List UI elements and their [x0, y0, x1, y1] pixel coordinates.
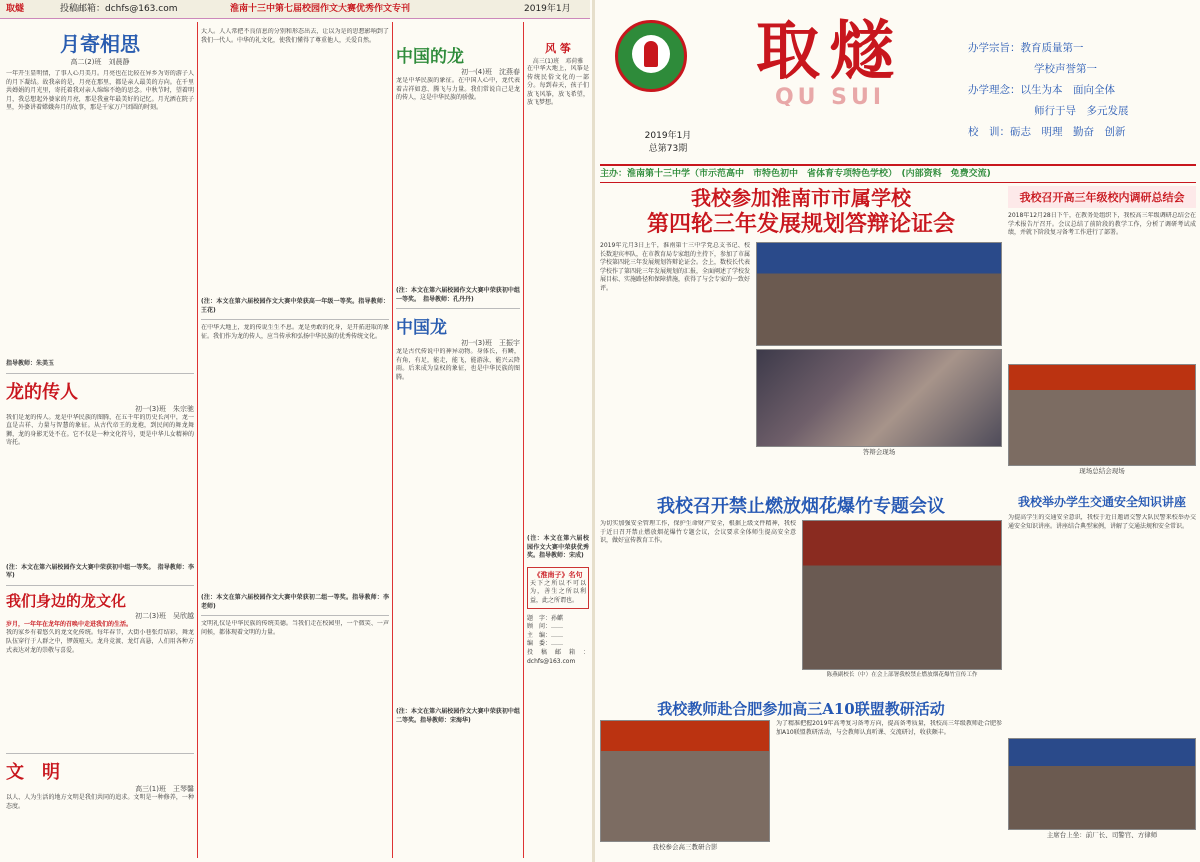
masthead-pinyin: QU SUI	[774, 85, 886, 106]
article-byline: 高三(1)班 王琴馨	[135, 785, 194, 794]
article-intro: 岁月，一年年在龙年的召唤中走进我们的生活。	[6, 620, 133, 628]
article-footer: (注：本文在第六届校园作文大赛中荣获优秀奖。指导教师：宋成)	[527, 535, 589, 560]
column-4	[527, 22, 589, 858]
issue-date: 2019年1月	[644, 131, 692, 141]
photo	[756, 349, 1002, 447]
photo	[1008, 364, 1196, 466]
article-title: 中国的龙	[396, 47, 464, 67]
article-body: 文明礼仪是中华民族的传统美德。当我们走在校园里，一个微笑、一声问候，都体现着文明的力量。	[201, 620, 389, 636]
article-body: 一年开生显明情，了事人心月美月。月亮也在比较在异乡为寄的游子人的月下凝结。故我亲的是，月亮在那里，都是亲人最美的方向。在千里共婵娟的月光里，寄托着我对亲人绵绵不绝的思念。中秋节时，望着明月，我总想起外婆家的月亮，那是我童年最美好的记忆。月光洒在院子里，外婆讲着嫦娥奔月的故事，那是千家万户团圆的时刻。	[6, 70, 194, 112]
staff-list	[527, 615, 589, 667]
photo-caption: 主席台上坐：前厂长、司警官、方律师	[1046, 831, 1158, 839]
column-2	[201, 22, 389, 858]
staff-row: 投稿邮箱：dchfs@163.com	[527, 648, 589, 665]
lead-headline-2: 第四轮三年发展规划答辩论证会	[646, 211, 955, 237]
masthead	[700, 16, 960, 106]
staff-row: 题 字：孙麒	[527, 614, 564, 622]
column-3	[396, 22, 520, 858]
photo	[600, 720, 770, 842]
top-bar-tag: 取燧	[6, 4, 25, 14]
a10-body: 为了精准把握2019年高考复习备考方向，提高备考质量，我校高三年级教师赴合肥参加A10联盟教研活动，与会教师认真听课、交流研讨，收获颇丰。	[776, 720, 1002, 736]
staff-row: 主 编：……	[527, 631, 564, 639]
motto-row: 办学理念：以生为本 面向全体	[968, 84, 1115, 96]
sponsor-line: 主办：淮南第十三中学（市示范高中 市特色初中 省体育专项特色学校） (内部资料 免费交流)	[600, 164, 1196, 183]
article-byline: 高二(2)班 刘晨静	[70, 58, 130, 66]
motto-row: 学校声誉第一	[1034, 63, 1097, 75]
issue-info	[608, 128, 728, 162]
article-body: 在中华大地上，龙的传说生生不息。龙是勇敢的化身，是开拓进取的象征。我们作为龙的传人，应当传承和弘扬中华民族的优秀传统文化。	[201, 324, 389, 340]
lead-article	[600, 186, 1002, 486]
article-footer: (注：本文在第六届校园作文大赛中荣获高一年级一等奖。指导教师：王花)	[201, 298, 389, 314]
article-body: 我们是龙的传人。龙是中华民族的图腾，在五千年的历史长河中，龙一直是吉祥、力量与智慧的象征。从古代帝王的龙袍，到民间的舞龙舞狮，龙的身影无处不在。它不仅是一种文化符号，更是中华儿女精神的寄托。	[6, 413, 194, 447]
article-footer: (注：本文在第六届校园作文大赛中荣获初中组一等奖。 指导教师：李军)	[6, 563, 194, 580]
top-bar-date: 2019年1月	[524, 4, 571, 14]
column-1	[6, 22, 194, 858]
masthead-title: 取燧	[756, 16, 904, 89]
article-title: 风 筝	[545, 42, 571, 55]
photo-caption: 我校参会高三教研合影	[652, 843, 718, 851]
photo	[802, 520, 1002, 670]
right-story-headline: 我校召开高三年级校内调研总结会	[1008, 186, 1196, 208]
article-body: 以人、人为生活的地方文明是我们共同的追求。文明是一种修养，一种态度。	[6, 794, 194, 810]
article-body: 龙是中华民族的象征。在中国人心中，龙代表着吉祥如意、腾飞与力量。我们常说自己是龙的传人，这是中华民族的骄傲。	[396, 77, 520, 102]
a10-headline: 我校教师赴合肥参加高三A10联盟教研活动	[657, 700, 945, 718]
issue-number: 总第73期	[648, 144, 688, 154]
article-body: 龙是古代传说中的神异动物。身体长，有鳞，有角，有足，能走，能飞，能游泳，能兴云降雨。后来成为皇权的象征，也是中华民族的图腾。	[396, 348, 520, 381]
photo-caption: 现场总结会现场	[1079, 467, 1125, 475]
article-footer: (注：本文在第六届校园作文大赛中荣获初中组二等奖。指导教师：宋海华)	[396, 708, 520, 724]
article-footer: (注：本文在第六届校园作文大赛中荣获初二组一等奖。指导教师：李老师)	[201, 594, 389, 610]
fireworks-headline: 我校召开禁止燃放烟花爆竹专题会议	[657, 496, 945, 517]
lead-body: 2019年元月3日上午，淮南第十三中学党总支书记、校长数迎宾率队，在市教育局专家组的主持下，参加了市属学校第四轮三年发展规划答辩论证会。会上，数校长代表学校作了第四轮三年发展规划的汇报，全面阐述了学校发展目标、实施路径和保障措施，获得了与会专家的一致好评。	[600, 242, 750, 292]
right-story-body: 2018年12月28日下午，在教务处组织下，我校高三年级调研总结会在学术报告厅召开。会议总结了前阶段的教学工作，分析了调研考试成绩，并就下阶段复习备考工作进行了部署。	[1008, 212, 1196, 237]
traffic-headline: 我校举办学生交通安全知识讲座	[1017, 495, 1186, 509]
fireworks-body: 为切实加强安全管理工作，保护生命财产安全，根据上级文件精神，我校于近日召开禁止燃放烟花爆竹专题会议，会议要求全体师生提高安全意识，做好宣传教育工作。	[600, 520, 796, 545]
photo	[756, 242, 1002, 346]
staff-row: 编 委：……	[527, 640, 564, 648]
traffic-article	[1008, 494, 1196, 858]
top-bar-slogan: 淮南十三中第七届校园作文大赛优秀作文专刊	[230, 4, 411, 14]
article-title: 文 明	[6, 762, 60, 784]
article-byline: 高三(1)班 邓荷雅	[532, 58, 584, 65]
fireworks-article	[600, 494, 1002, 692]
staff-row: 顾 问：……	[527, 623, 564, 631]
lead-headline-1: 我校参加淮南市市属学校	[691, 186, 911, 210]
right-story	[1008, 186, 1196, 486]
article-title: 我们身边的龙文化	[6, 591, 127, 610]
article-title: 中国龙	[396, 318, 447, 339]
photo-caption: 答辩会现场	[862, 448, 896, 456]
top-bar-email: 投稿邮箱：dchfs@163.com	[60, 4, 178, 14]
masthead-box-body: 天下之所以不可以为，善生之所以利益，此之所谓也。	[530, 579, 586, 604]
motto-row: 师行于导 多元发展	[1034, 105, 1129, 117]
motto-row: 校 训：砺志 明理 勤奋 创新	[968, 126, 1126, 138]
motto-row: 办学宗旨：教育质量第一	[968, 42, 1084, 54]
article-byline: 初一(3)班 王振宇	[461, 339, 520, 348]
article-title: 龙的传人	[6, 381, 78, 403]
school-logo	[615, 20, 687, 92]
top-bar	[0, 0, 590, 19]
traffic-body: 为提高学生的交通安全意识，我校于近日邀请交警大队民警来校举办交通安全知识讲座。讲座结合典型案例，讲解了交通法规和安全常识。	[1008, 514, 1196, 530]
article-title: 月寄相思	[60, 32, 140, 56]
article-footer: (注：本文在第六届校园作文大赛中荣获初中组一等奖。 指导教师：孔丹丹)	[396, 287, 520, 303]
motto-box	[968, 38, 1194, 156]
article-byline: 初二(3)班 吴欣越	[135, 611, 194, 620]
a10-article	[600, 698, 1002, 858]
article-body: 在中华大地上，风筝是传统民俗文化的一部分。每到春天，孩子们放飞风筝，放飞希望，放飞梦想。	[527, 65, 589, 107]
photo	[1008, 738, 1196, 830]
photo-caption: 陈燕副校长（中）在会上部署我校禁止燃放烟花爆竹宣传工作	[826, 672, 978, 678]
article-byline: 初一(4)班 沈燕春	[461, 68, 520, 76]
article-footer: 指导教师：朱美玉	[6, 360, 55, 367]
article-byline: 初一(3)班 朱宗驰	[135, 404, 194, 413]
article-body: 我的家乡有着悠久的龙文化传统。每年春节，大街小巷张灯结彩，舞龙队伍穿行于人群之中，锣鼓喧天。龙舟竞渡、龙灯高悬，人们用各种方式表达对龙的崇敬与喜爱。	[6, 629, 194, 654]
masthead-box-title: 《淮南子》名句	[533, 570, 583, 579]
article-body: 大人。人人常把不良信息的分别和形态出去，让以为是的思想影响到了我们一代人。中华的礼文化，使我们懂得了尊重他人，关爱自然。	[201, 28, 389, 44]
